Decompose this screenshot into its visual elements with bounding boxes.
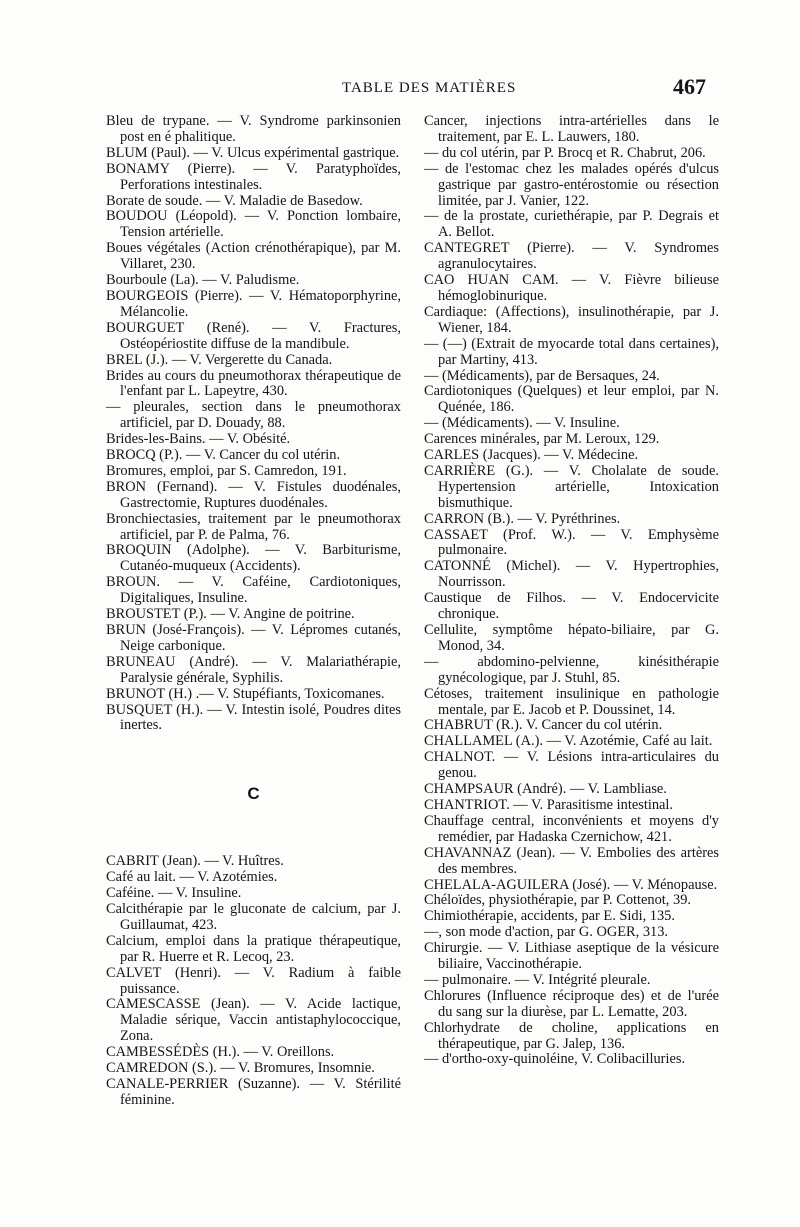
index-entry: BONAMY (Pierre). — V. Paratyphoïdes, Perforations intestinales.	[106, 160, 401, 193]
index-entry: CANALE-PERRIER (Suzanne). — V. Stérilité féminine.	[106, 1075, 401, 1108]
index-entry: CABRIT (Jean). — V. Huîtres.	[106, 853, 284, 870]
index-entry: Chlorures (Influence réciproque des) et de l'urée du sang sur la diurèse, par L. Lematte, 203.	[424, 987, 719, 1020]
index-entry: Caustique de Filhos. — V. Endocervicite chronique.	[424, 590, 719, 623]
page-number: 467	[673, 74, 706, 99]
index-entry: CHALLAMEL (A.). — V. Azotémie, Café au lait.	[424, 733, 713, 750]
index-entry: —, son mode d'action, par G. OGER, 313.	[424, 924, 669, 941]
index-entry: Caféine. — V. Insuline.	[106, 885, 242, 902]
index-entry: BRUNEAU (André). — V. Malariathérapie, Paralysie générale, Syphilis.	[106, 653, 401, 686]
index-entry: CARRON (B.). — V. Pyréthrines.	[424, 510, 621, 527]
index-entry: CATONNÉ (Michel). — V. Hypertrophies, Nourrisson.	[424, 558, 719, 591]
index-entry: BUSQUET (H.). — V. Intestin isolé, Poudres dites inertes.	[106, 701, 401, 734]
index-entry: CALVET (Henri). — V. Radium à faible puissance.	[106, 964, 401, 997]
index-entry: BRON (Fernand). — V. Fistules duodénales, Gastrectomie, Ruptures duodénales.	[106, 478, 401, 511]
index-entry: CHALNOT. — V. Lésions intra-articulaires du genou.	[424, 749, 719, 782]
index-entry: CARLES (Jacques). — V. Médecine.	[424, 447, 639, 464]
index-entry: CHABRUT (R.). V. Cancer du col utérin.	[424, 717, 663, 734]
index-entry: CANTEGRET (Pierre). — V. Syndromes agranulocytaires.	[424, 240, 719, 273]
index-entry: — du col utérin, par P. Brocq et R. Chabrut, 206.	[424, 144, 706, 161]
index-entry: BOURGEOIS (Pierre). — V. Hématoporphyrine, Mélancolie.	[106, 287, 401, 320]
index-entry: Borate de soude. — V. Maladie de Basedow.	[106, 192, 363, 209]
index-entries-c-right	[424, 114, 719, 1068]
index-entry: CASSAET (Prof. W.). — V. Emphysème pulmonaire.	[424, 526, 719, 559]
index-entry: Boues végétales (Action crénothérapique), par M. Villaret, 230.	[106, 240, 401, 273]
index-entry: Bleu de trypane. — V. Syndrome parkinsonien post en é phalitique.	[106, 113, 401, 145]
index-entry: Carences minérales, par M. Leroux, 129.	[424, 431, 660, 448]
index-entry: — (Médicaments), par de Bersaques, 24.	[424, 367, 660, 384]
index-entry: — pleurales, section dans le pneumothorax artificiel, par D. Douady, 88.	[106, 399, 401, 432]
index-column-left	[106, 114, 401, 1109]
index-entry: CHAMPSAUR (André). — V. Lambliase.	[424, 781, 667, 798]
index-entry: Café au lait. — V. Azotémies.	[106, 869, 278, 886]
index-entry: BROUSTET (P.). — V. Angine de poitrine.	[106, 606, 355, 623]
index-entries-b	[106, 114, 401, 734]
index-entry: CAMREDON (S.). — V. Bromures, Insomnie.	[106, 1060, 375, 1077]
index-entry: Cardiaque: (Affections), insulinothérapie, par J. Wiener, 184.	[424, 303, 719, 336]
index-entries-c-left	[106, 854, 401, 1109]
index-entry: Cancer, injections intra-artérielles dans le traitement, par E. L. Lauwers, 180.	[424, 113, 719, 145]
index-entry: — de la prostate, curiethérapie, par P. Degrais et A. Bellot.	[424, 208, 719, 241]
index-entry: CARRIÈRE (G.). — V. Cholalate de soude. Hypertension artérielle, Intoxication bismuthique.	[424, 462, 719, 511]
index-entry: Chlorhydrate de choline, applications en thérapeutique, par G. Jalep, 136.	[424, 1019, 719, 1052]
index-entry: — d'ortho-oxy-quinoléine, V. Colibacilluries.	[424, 1051, 686, 1068]
index-entry: Brides au cours du pneumothorax thérapeutique de l'enfant par L. Lapeytre, 430.	[106, 367, 401, 400]
index-entry: CHANTRIOT. — V. Parasitisme intestinal.	[424, 796, 674, 813]
index-entry: BOUDOU (Léopold). — V. Ponction lombaire, Tension artérielle.	[106, 208, 401, 241]
index-entry: CHELALA-AGUILERA (José). — V. Ménopause.	[424, 876, 718, 893]
index-entry: — pulmonaire. — V. Intégrité pleurale.	[424, 971, 651, 988]
index-entry: Brides-les-Bains. — V. Obésité.	[106, 431, 291, 448]
index-entry: BROUN. — V. Caféine, Cardiotoniques, Digitaliques, Insuline.	[106, 574, 401, 607]
index-entry: Bromures, emploi, par S. Camredon, 191.	[106, 462, 347, 479]
index-entry: Calcium, emploi dans la pratique thérapeutique, par R. Huerre et R. Lecoq, 23.	[106, 932, 401, 965]
index-entry: Chéloïdes, physiothérapie, par P. Cottenot, 39.	[424, 892, 691, 909]
index-entry: BROCQ (P.). — V. Cancer du col utérin.	[106, 447, 341, 464]
index-entry: BOURGUET (René). — V. Fractures, Ostéopériostite diffuse de la mandibule.	[106, 319, 401, 352]
index-entry: Cardiotoniques (Quelques) et leur emploi, par N. Quénée, 186.	[424, 383, 719, 416]
index-entry: BRUNOT (H.) .— V. Stupéfiants, Toxicomanes.	[106, 685, 385, 702]
index-entry: Calcithérapie par le gluconate de calcium, par J. Guillaumat, 423.	[106, 900, 401, 933]
index-entry: — de l'estomac chez les malades opérés d'ulcus gastrique par gastro-entérostomie ou résection limitée, par J. Vanier, 122.	[424, 160, 719, 209]
index-entry: Bourboule (La). — V. Paludisme.	[106, 272, 300, 289]
index-entry: Chimiothérapie, accidents, par E. Sidi, 135.	[424, 908, 675, 925]
index-entry: CAO HUAN CAM. — V. Fièvre bilieuse hémoglobinurique.	[424, 272, 719, 304]
index-entry: — (Médicaments). — V. Insuline.	[424, 415, 620, 432]
page-header	[106, 74, 706, 102]
index-column-right	[424, 114, 719, 1068]
index-entry: BREL (J.). — V. Vergerette du Canada.	[106, 351, 333, 368]
index-entry: BLUM (Paul). — V. Ulcus expérimental gastrique.	[106, 144, 400, 161]
index-entry: Cétoses, traitement insulinique en pathologie mentale, par E. Jacob et P. Doussinet, 14.	[424, 685, 719, 718]
index-entry: CAMBESSÉDÈS (H.). — V. Oreillons.	[106, 1044, 335, 1061]
index-entry: BROQUIN (Adolphe). — V. Barbiturisme, Cutanéo-muqueux (Accidents).	[106, 542, 401, 575]
index-entry: Bronchiectasies, traitement par le pneumothorax artificiel, par P. de Palma, 76.	[106, 510, 401, 543]
index-entry: — (—) (Extrait de myocarde total dans certaines), par Martiny, 413.	[424, 335, 719, 368]
index-entry: BRUN (José-François). — V. Lépromes cutanés, Neige carbonique.	[106, 622, 401, 654]
index-entry: Chirurgie. — V. Lithiase aseptique de la vésicure biliaire, Vaccinothérapie.	[424, 940, 719, 973]
index-entry: CAMESCASSE (Jean). — V. Acide lactique, Maladie sérique, Vaccin antistaphylococcique, Zona.	[106, 996, 401, 1045]
index-entry: CHAVANNAZ (Jean). — V. Embolies des artères des membres.	[424, 844, 719, 877]
index-entry: Chauffage central, inconvénients et moyens d'y remédier, par Hadaska Czernichow, 421.	[424, 812, 719, 845]
index-entry: Cellulite, symptôme hépato-biliaire, par G. Monod, 34.	[424, 622, 719, 654]
section-letter-c: C	[247, 784, 260, 804]
running-title: TABLE DES MATIÈRES	[342, 80, 517, 96]
index-entry: — abdomino-pelvienne, kinésithérapie gynécologique, par J. Stuhl, 85.	[424, 653, 719, 686]
